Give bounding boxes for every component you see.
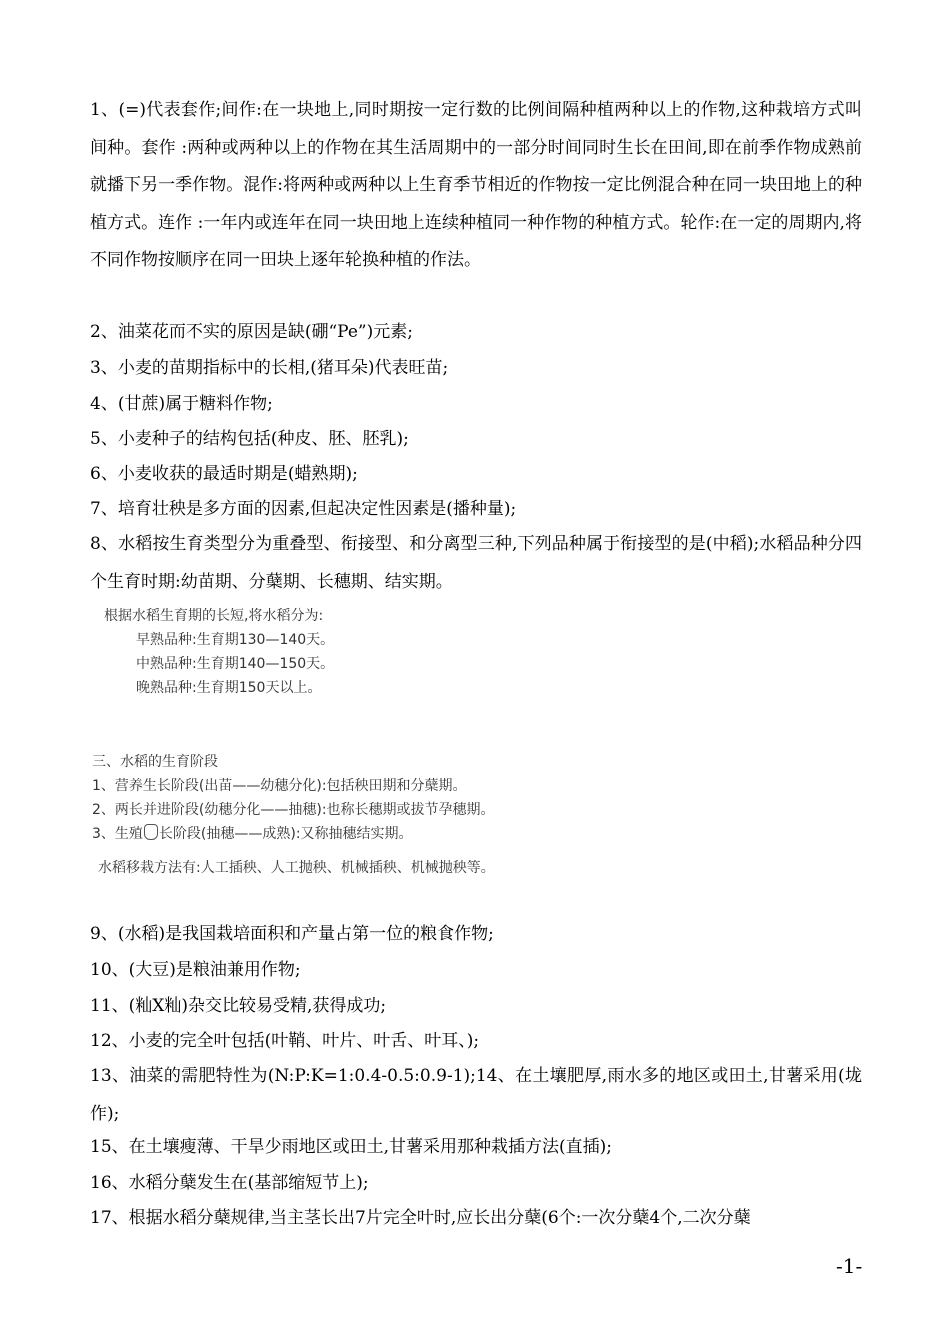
item-13-14-paragraph: 13、油菜的需肥特性为(N:P:K=1:0.4-0.5:0.9-1);14、在土壤肥厚,雨水多的地区或田土,甘薯采用(垅作);	[90, 1066, 862, 1124]
figure-row-mid: 中熟品种:生育期140—150天。	[136, 656, 335, 672]
item-7: 7、培育壮秧是多方面的因素,但起决定性因素是(播种量);	[90, 499, 517, 519]
figure-row-early: 早熟品种:生育期130—140天。	[136, 632, 335, 648]
transplant-methods: 水稻移栽方法有:人工插秧、人工抛秧、机械插秧、机械抛秧等。	[98, 860, 495, 876]
figure-growth-period	[104, 604, 334, 700]
item-12: 12、小麦的完全叶包括(叶鞘、叶片、叶舌、叶耳、);	[90, 1031, 480, 1051]
item-4: 4、(甘蔗)属于糖料作物;	[90, 394, 273, 414]
item-17: 17、根据水稻分蘖规律,当主茎长出7片完全叶时,应长出分蘖(6个:一次分蘖4个,二次分蘖	[90, 1208, 751, 1228]
stage-3-part-b: 长阶段(抽穗——成熟):又称抽穗结实期。	[158, 826, 413, 842]
item-2: 2、油菜花而不实的原因是缺(硼“Pe”)元素;	[90, 322, 413, 342]
item-8-paragraph: 8、水稻按生育类型分为重叠型、衔接型、和分离型三种,下列品种属于衔接型的是(中稻);水稻品种分四个生育时期:幼苗期、分蘖期、长穗期、结实期。	[90, 534, 862, 592]
stage-3-part-a: 3、生殖	[92, 826, 143, 842]
item-9: 9、(水稻)是我国栽培面积和产量占第一位的粮食作物;	[90, 924, 494, 944]
stage-3	[92, 822, 495, 846]
item-11: 11、(籼Ⅹ籼)杂交比较易受精,获得成功;	[90, 996, 387, 1016]
page-number: -1-	[836, 1254, 863, 1278]
hand-cursor-icon	[144, 824, 158, 840]
stage-1: 1、营养生长阶段(出苗——幼穗分化):包括秧田期和分蘖期。	[92, 778, 467, 794]
item-15: 15、在土壤瘦薄、干旱少雨地区或田土,甘薯采用那种栽插方法(直插);	[90, 1137, 613, 1157]
item-1-paragraph: 1、(=)代表套作;间作:在一块地上,同时期按一定行数的比例间隔种植两种以上的作物,这种栽培方式叫间种。套作 :两种或两种以上的作物在其生活周期中的一部分时间同时生长在田间,即在前季作物成熟前就播下另一季作物。混作:将两种或两种以上生育季节相近的作物按一定比例混合种在同一块田地上的种植方式。连作 :一年内或连年在同一块田地上连续种植同一种作物的种植方式。轮作:在一定的周期内,将不同作物按顺序在同一田块上逐年轮换种植的作法。	[90, 100, 862, 270]
item-6: 6、小麦收获的最适时期是(蜡熟期);	[90, 464, 358, 484]
item-10: 10、(大豆)是粮油兼用作物;	[90, 960, 301, 980]
item-5: 5、小麦种子的结构包括(种皮、胚、胚乳);	[90, 429, 409, 449]
stages-heading: 三、水稻的生育阶段	[92, 754, 218, 770]
figure-growth-stages	[92, 750, 495, 880]
item-16: 16、水稻分蘖发生在(基部缩短节上);	[90, 1173, 369, 1193]
stage-2: 2、两长并进阶段(幼穗分化——抽穗):也称长穗期或拔节孕穗期。	[92, 802, 495, 818]
figure-row-late: 晚熟品种:生育期150天以上。	[136, 680, 322, 696]
figure-heading: 根据水稻生育期的长短,将水稻分为:	[104, 608, 324, 624]
item-3: 3、小麦的苗期指标中的长相,(猪耳朵)代表旺苗;	[90, 358, 449, 378]
